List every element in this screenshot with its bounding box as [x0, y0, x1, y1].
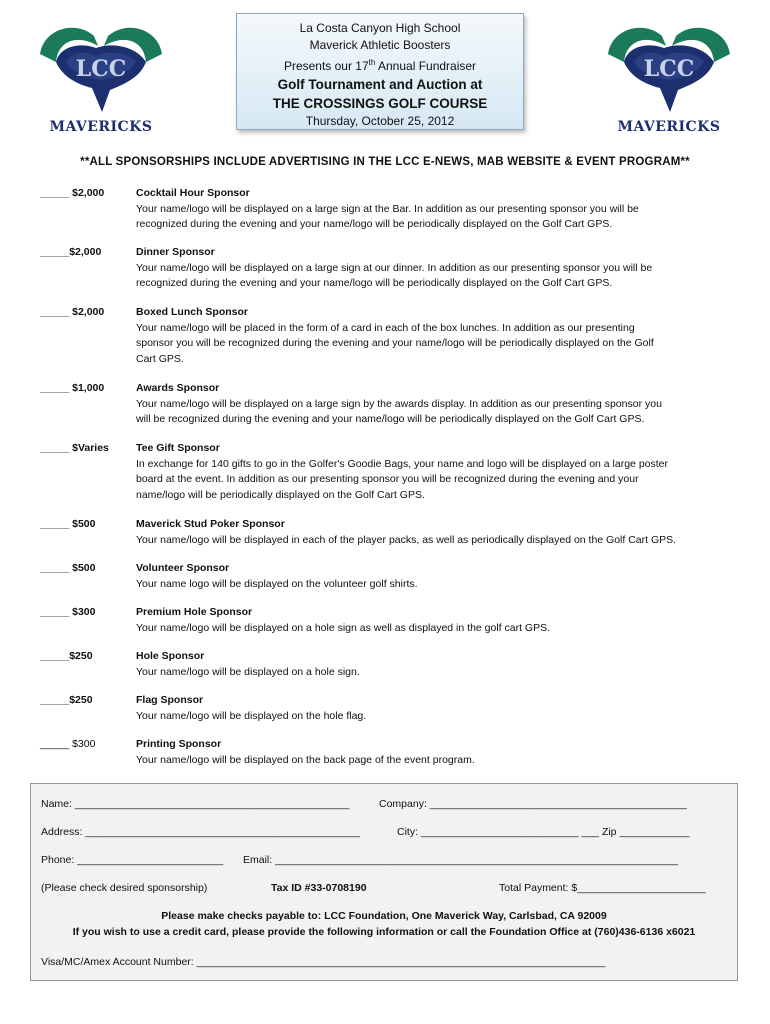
mavericks-wordmark: MAVERICKS	[617, 119, 721, 135]
sponsor-price[interactable]: _____ $1,000	[40, 382, 105, 394]
lcc-longhorn-logo-icon	[36, 18, 166, 113]
school-name: La Costa Canyon High School	[299, 21, 461, 35]
form-row-name	[41, 798, 727, 810]
sponsor-desc-line: Your name/logo will be displayed on a large sign by the awards display. In addition as our presenting sponsor you	[136, 397, 662, 410]
checks-payable-note: Please make checks payable to: LCC Foundation, One Maverick Way, Carlsbad, CA 92009	[161, 910, 607, 922]
sponsor-price[interactable]: _____$250	[40, 694, 93, 706]
sponsor-desc-line: Your name/logo will be displayed on the hole flag.	[136, 709, 367, 722]
sponsorship-list	[40, 186, 740, 777]
sponsor-item-awards	[40, 381, 740, 441]
sponsor-desc-line: will be recognized during the evening and your name/logo will be periodically displayed on the Golf Cart GPS.	[136, 413, 645, 425]
sponsor-item-hole	[40, 649, 740, 693]
sponsor-desc-line: recognized during the evening and your name/logo will be periodically displayed on the Golf Cart GPS.	[136, 218, 613, 230]
card-number-field[interactable]: Visa/MC/Amex Account Number: ______________________________________________________________________	[41, 956, 606, 968]
event-title: Golf Tournament and Auction at	[277, 77, 483, 92]
city-zip-field[interactable]: City: ___________________________ ___ Zip ____________	[397, 826, 690, 838]
sponsor-price[interactable]: _____$2,000	[40, 246, 102, 258]
sponsor-item-boxed-lunch	[40, 305, 740, 381]
sponsor-item-premium-hole	[40, 605, 740, 649]
check-sponsorship-note: (Please check desired sponsorship)	[41, 882, 208, 894]
sponsor-desc-line: Your name logo will be displayed on the volunteer golf shirts.	[136, 577, 418, 590]
sponsorship-banner: **ALL SPONSORSHIPS INCLUDE ADVERTISING IN THE LCC E-NEWS, MAB WEBSITE & EVENT PROGRAM**	[80, 156, 690, 168]
sponsor-title: Boxed Lunch Sponsor	[136, 306, 249, 318]
sponsor-item-dinner	[40, 245, 740, 305]
sponsor-desc-line: name/logo will be periodically displayed on the Golf Cart GPS.	[136, 488, 425, 501]
mavericks-wordmark: MAVERICKS	[49, 119, 153, 135]
sponsor-title: Volunteer Sponsor	[136, 562, 230, 574]
sponsor-desc-line: Your name/logo will be placed in the form of a card in each of the box lunches. In addition as our presenting	[136, 321, 635, 334]
sponsor-desc-line: Your name/logo will be displayed on a large sign at the Bar. In addition as our presenting sponsor you will be	[136, 202, 639, 215]
sponsor-desc-line: recognized during the evening and your name/logo will be periodically displayed on the Golf Cart GPS.	[136, 277, 613, 289]
sponsor-price[interactable]: _____ $300	[40, 738, 96, 750]
sponsor-desc-line: Cart GPS.	[136, 352, 184, 365]
total-payment-field[interactable]: Total Payment: $______________________	[499, 882, 706, 894]
form-row-phone	[41, 854, 727, 866]
sponsor-price[interactable]: _____$250	[40, 650, 93, 662]
sponsor-item-tee-gift	[40, 441, 740, 517]
sponsor-desc-line: In exchange for 140 gifts to go in the Golfer's Goodie Bags, your name and logo will be displayed on a large poster	[136, 457, 668, 470]
sponsor-desc-line: Your name/logo will be displayed on a large sign at our dinner. In addition as our presenting sponsor you will be	[136, 261, 653, 274]
sponsor-price[interactable]: _____ $2,000	[40, 306, 105, 318]
sponsor-title: Premium Hole Sponsor	[136, 606, 253, 618]
sponsor-title: Dinner Sponsor	[136, 246, 215, 258]
sponsor-item-volunteer	[40, 561, 740, 605]
form-row-payment	[41, 882, 727, 894]
sponsor-item-printing	[40, 737, 740, 777]
sponsor-title: Printing Sponsor	[136, 738, 222, 750]
event-date: Thursday, October 25, 2012	[305, 114, 455, 128]
boosters-name: Maverick Athletic Boosters	[309, 38, 451, 52]
sponsor-desc-line: sponsor you will be recognized during the evening and your name/logo will be periodically displayed on the Golf	[136, 337, 654, 349]
sponsor-price[interactable]: _____ $300	[40, 606, 96, 618]
sponsor-price[interactable]: _____ $500	[40, 562, 96, 574]
sponsor-desc-line: board at the event. In addition as our presenting sponsor you will be recognized during the evening and your	[136, 473, 639, 485]
sponsor-price[interactable]: _____ $500	[40, 518, 96, 530]
fundraiser-line: Presents our 17th Annual Fundraiser	[283, 58, 477, 73]
sponsor-desc-line: Your name/logo will be displayed on a hole sign.	[136, 665, 360, 678]
tax-id: Tax ID #33-0708190	[271, 882, 367, 894]
svg-text:LCC: LCC	[643, 56, 695, 82]
form-row-address	[41, 826, 727, 838]
sponsor-contact-form	[30, 783, 738, 981]
sponsor-price[interactable]: _____ $2,000	[40, 187, 105, 199]
sponsor-title: Awards Sponsor	[136, 382, 220, 394]
lcc-longhorn-logo-icon	[604, 18, 734, 113]
sponsor-item-stud-poker	[40, 517, 740, 561]
venue-name: THE CROSSINGS GOLF COURSE	[272, 96, 488, 111]
sponsor-desc-line: Your name/logo will be displayed on a hole sign as well as displayed in the golf cart GPS.	[136, 621, 551, 634]
credit-card-note: If you wish to use a credit card, please provide the following information or call the Foundation Office at (760)436-6136 x6021	[72, 926, 696, 938]
sponsor-desc-line: Your name/logo will be displayed on the back page of the event program.	[136, 753, 475, 766]
company-field[interactable]: Company: ____________________________________________	[379, 798, 687, 810]
address-field[interactable]: Address: _______________________________________________	[41, 826, 360, 838]
mavericks-logo-right	[604, 18, 734, 136]
sponsor-item-flag	[40, 693, 740, 737]
sponsor-title: Hole Sponsor	[136, 650, 205, 662]
email-field[interactable]: Email: _____________________________________________________________________	[243, 854, 679, 866]
sponsor-title: Tee Gift Sponsor	[136, 442, 220, 454]
event-header	[236, 13, 524, 130]
mavericks-logo-left	[36, 18, 166, 136]
sponsor-title: Cocktail Hour Sponsor	[136, 187, 250, 199]
sponsor-title: Flag Sponsor	[136, 694, 204, 706]
phone-field[interactable]: Phone: _________________________	[41, 854, 224, 866]
name-field[interactable]: Name: _______________________________________________	[41, 798, 350, 810]
sponsor-price[interactable]: _____ $Varies	[40, 442, 109, 454]
sponsor-item-cocktail-hour	[40, 186, 740, 245]
sponsor-desc-line: Your name/logo will be displayed in each of the player packs, as well as periodically displayed on the Golf Cart GPS.	[136, 533, 677, 546]
svg-text:LCC: LCC	[75, 56, 127, 82]
sponsor-title: Maverick Stud Poker Sponsor	[136, 518, 285, 530]
